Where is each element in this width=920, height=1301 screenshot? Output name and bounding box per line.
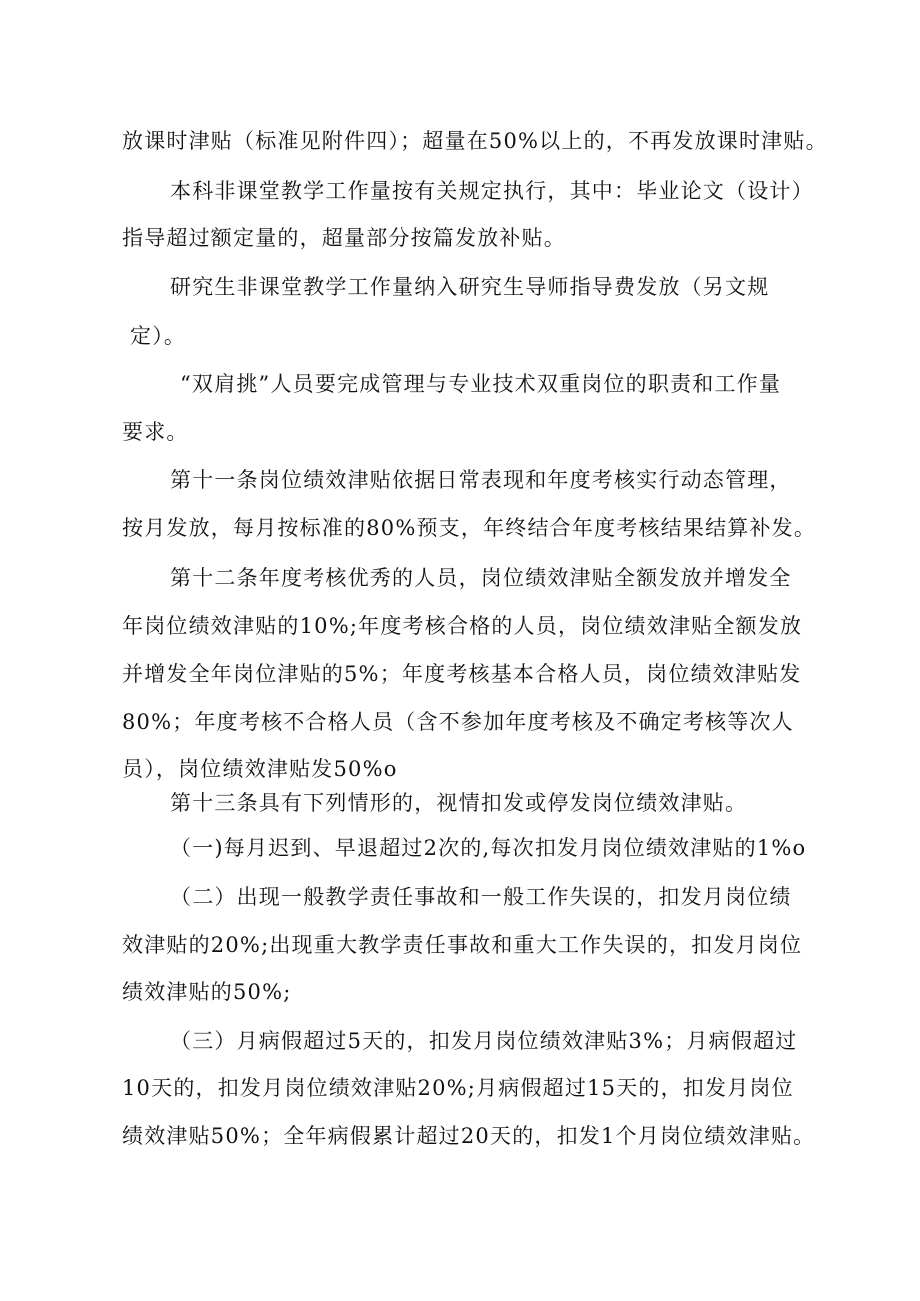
text-line: 定）。 xyxy=(130,324,187,348)
text-line: 第十一条岗位绩效津贴依据日常表现和年度考核实行动态管理， xyxy=(170,468,792,492)
text-line: （二）出现一般教学责任事故和一般工作失误的，扣发月岗位绩 xyxy=(170,885,792,909)
text-line: 放课时津贴（标准见附件四）；超量在50%以上的，不再发放课时津贴。 xyxy=(122,129,828,153)
text-line: 绩效津贴的50%; xyxy=(122,980,292,1004)
text-line: 要求。 xyxy=(122,420,189,444)
text-line: 第十三条具有下列情形的，视情扣发或停发岗位绩效津贴。 xyxy=(170,791,748,815)
text-line: 研究生非课堂教学工作量纳入研究生导师指导费发放（另文规 xyxy=(170,275,770,299)
text-line: 并增发全年岗位津贴的5%；年度考核基本合格人员，岗位绩效津贴发 xyxy=(122,662,802,686)
text-line: （三）月病假超过5天的，扣发月岗位绩效津贴3%；月病假超过 xyxy=(170,1029,798,1053)
text-line: 员），岗位绩效津贴发50%o xyxy=(122,757,398,781)
text-line: 效津贴的20%;出现重大教学责任事故和重大工作失误的，扣发月岗位 xyxy=(122,933,803,957)
text-line: （一)每月迟到、早退超过2次的,每次扣发月岗位绩效津贴的1%o xyxy=(170,836,807,860)
text-line: 本科非课堂教学工作量按有关规定执行，其中：毕业论文（设计） xyxy=(170,179,814,203)
text-line: 年岗位绩效津贴的10%;年度考核合格的人员，岗位绩效津贴全额发放 xyxy=(122,614,803,638)
text-line: “双肩挑”人员要完成管理与专业技术双重岗位的职责和工作量 xyxy=(180,372,782,396)
text-line: 绩效津贴50%；全年病假累计超过20天的，扣发1个月岗位绩效津贴。 xyxy=(122,1124,816,1148)
text-line: 10天的，扣发月岗位绩效津贴20%;月病假超过15天的，扣发月岗位 xyxy=(122,1076,794,1100)
text-line: 第十二条年度考核优秀的人员，岗位绩效津贴全额发放并增发全 xyxy=(170,566,792,590)
text-line: 指导超过额定量的，超量部分按篇发放补贴。 xyxy=(122,226,566,250)
text-line: 80%；年度考核不合格人员（含不参加年度考核及不确定考核等次人 xyxy=(122,710,794,734)
text-line: 按月发放，每月按标准的80%预支，年终结合年度考核结果结算补发。 xyxy=(122,516,817,540)
